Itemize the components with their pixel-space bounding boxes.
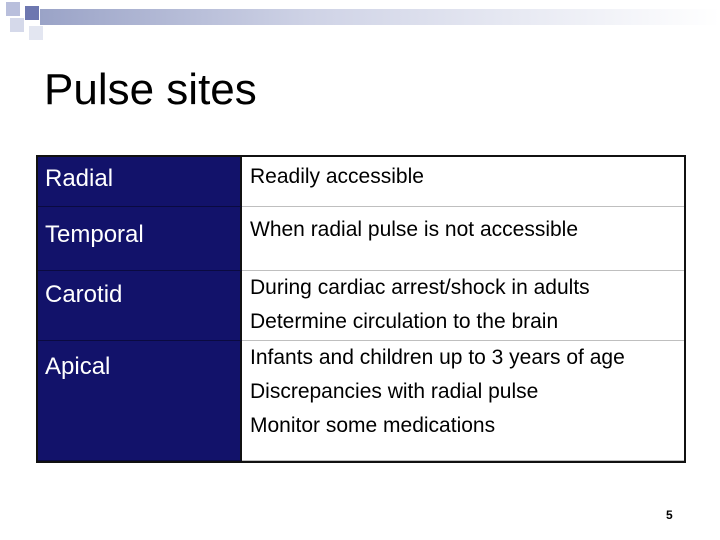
decorative-square (29, 26, 43, 40)
table-cell-site: Radial (38, 157, 242, 207)
decorative-header-band (0, 0, 720, 50)
note-line: Determine circulation to the brain (250, 310, 559, 333)
table-cell-site: Temporal (38, 207, 242, 271)
table-cell-site: Apical (38, 341, 242, 461)
note-line: Readily accessible (250, 165, 424, 188)
note-line: Discrepancies with radial pulse (250, 380, 539, 403)
table-cell-site: Carotid (38, 271, 242, 341)
pulse-sites-table (36, 155, 686, 463)
page-number: 5 (666, 508, 673, 522)
table-cell-notes (242, 271, 684, 341)
note-line: Monitor some medications (250, 414, 496, 437)
decorative-square (10, 18, 24, 32)
decorative-square (25, 6, 39, 20)
table-cell-notes (242, 341, 684, 461)
table-cell-notes (242, 207, 684, 271)
note-line: When radial pulse is not accessible (250, 218, 579, 241)
note-line: During cardiac arrest/shock in adults (250, 276, 590, 299)
decorative-square (6, 2, 20, 16)
header-gradient-stripe (40, 9, 720, 25)
table-cell-notes (242, 157, 684, 207)
note-line: Infants and children up to 3 years of age (250, 346, 625, 369)
slide-title: Pulse sites (44, 65, 257, 114)
